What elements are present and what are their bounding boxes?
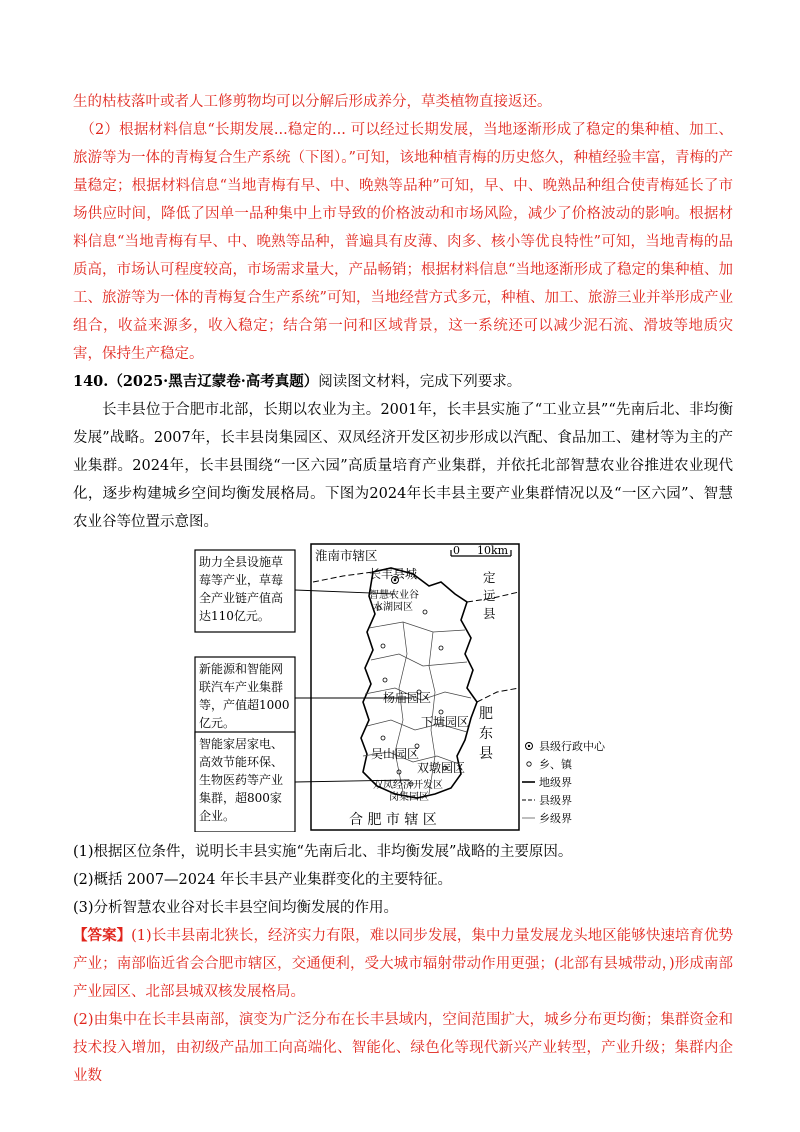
box3-line: 生物医药等产业 <box>199 773 284 787</box>
sub-question-1: (1)根据区位条件，说明长丰县实施“先南后北、非均衡发展”战略的主要原因。 <box>73 844 573 860</box>
east-lower-label: 东 <box>479 726 493 742</box>
scale-length: 10km <box>477 544 509 557</box>
north-region-label: 淮南市辖区 <box>315 548 378 563</box>
box1-line: 助力全县设施草 <box>199 555 284 569</box>
east-lower-label: 县 <box>479 746 493 762</box>
legend-county-center: 县级行政中心 <box>539 740 605 753</box>
box2-line: 新能源和智能网 <box>199 662 284 676</box>
question-header <box>73 368 733 396</box>
east-lower-label: 肥 <box>479 706 493 722</box>
question-material: 长丰县位于合肥市北部，长期以农业为主。2001年，长丰县实施了“工业立县”“先南后北、非均衡发展”战略。2007年，长丰县岗集园区、双凤经济开发区初步形成以汽配、食品加工、建材等为主的产业集群。2024年，长丰县围绕“一区六园”高质量培育产业集群，并依托北部智慧农业谷推进农业现代化，逐步构建城乡空间均衡发展格局。下图为2024年长丰县主要产业集群情况以及“一区六园”、智慧农业谷等位置示意图。 <box>73 402 733 530</box>
map-figure <box>73 542 733 832</box>
prev-answer-part2: （2）根据材料信息“长期发展...稳定的... 可以经过长期发展，当地逐渐形成了稳定的集种植、加工、旅游等为一体的青梅复合生产系统（下图）。”可知，该地种植青梅的历史悠久，种植经验丰富，青梅的产量稳定；根据材料信息“当地青梅有早、中、晚熟等品种”可知，早、中、晚熟品种组合使青梅延长了市场供应时间，降低了因单一品种集中上市导致的价格波动和市场风险，减少了价格波动的影响。根据材料信息“当地青梅有早、中、晚熟等品种，普遍具有皮薄、肉多、核小等优良特性”可知，当地青梅的品质高，市场认可程度较高，市场需求量大，产品畅销；根据材料信息“当地逐渐形成了稳定的集种植、加工、旅游等为一体的青梅复合生产系统”可知，当地经营方式多元，种植、加工、旅游三业并举形成产业组合，收益来源多，收入稳定；结合第一问和区域背景，这一系统还可以减少泥石流、滑坡等地质灾害，保持生产稳定。 <box>73 122 733 362</box>
box3-line: 集群，超800家 <box>199 791 282 805</box>
box3-line: 企业。 <box>199 809 236 823</box>
legend-county-border: 县级界 <box>539 794 572 807</box>
sub-question-3: (3)分析智慧农业谷对长丰县空间均衡发展的作用。 <box>73 900 399 916</box>
east-upper-label: 县 <box>483 606 496 621</box>
answer-part1 <box>73 922 733 1006</box>
question-number: 140. <box>73 373 109 390</box>
legend-city-border: 地级界 <box>539 776 572 789</box>
place-county-seat: 长丰县城 <box>369 567 418 581</box>
box2-line: 等，产值超1000 <box>199 698 290 712</box>
page-content <box>73 88 733 1090</box>
question-instruction: 阅读图文材料，完成下列要求。 <box>318 374 522 390</box>
box3-line: 高效节能环保、 <box>199 755 284 769</box>
box1-line: 全产业链产值高 <box>199 591 284 605</box>
answer-part1-text: (1)长丰县南北狭长，经济实力有限，难以同步发展，集中力量发展龙头地区能够快速培育优势产业；南部临近省会合肥市辖区，交通便利，受大城市辐射带动作用更强；(北部有县城带动，)形成南部产业园区、北部县城双核发展格局。 <box>73 928 733 1000</box>
map-svg <box>73 542 733 832</box>
map-legend <box>522 739 606 825</box>
legend-town-icon <box>527 762 531 766</box>
place-xiatang-park: 下塘园区 <box>421 715 470 729</box>
box2-line: 联汽车产业集群 <box>199 680 284 694</box>
place-yangmiao-park: 杨庙园区 <box>383 691 432 705</box>
box1-line: 达110亿元。 <box>199 609 270 623</box>
place-agri-valley: 智慧农业谷 <box>369 590 419 601</box>
answer-tag: 【答案】 <box>73 927 132 944</box>
question-source: （2025·黑吉辽蒙卷·高考真题） <box>108 373 319 390</box>
legend-township-border: 乡级界 <box>539 812 572 825</box>
east-upper-label: 定 <box>483 570 496 585</box>
east-upper-label: 远 <box>483 588 496 603</box>
south-region-label: 合 肥 市 辖 区 <box>349 812 437 828</box>
place-wushan-park: 吴山园区 <box>371 747 420 761</box>
place-gangji-park: 岗集园区 <box>389 792 429 803</box>
legend-town: 乡、镇 <box>539 758 572 771</box>
place-shuangfeng-zone: 双凤经济开发区 <box>373 780 443 791</box>
scale-zero: 0 <box>453 544 460 557</box>
prev-answer-line: 生的枯枝落叶或者人工修剪物均可以分解后形成养分，草类植物直接返还。 <box>73 94 552 110</box>
place-shuangdun-park: 双墩园区 <box>417 761 466 775</box>
place-shuihu-park: 水湖园区 <box>373 602 413 613</box>
box3-line: 智能家居家电、 <box>199 737 284 751</box>
box1-line: 莓等产业，草莓 <box>199 573 284 587</box>
box2-line: 亿元。 <box>199 716 236 730</box>
sub-question-2: (2)概括 2007—2024 年长丰县产业集群变化的主要特征。 <box>73 872 453 888</box>
answer-part2: (2)由集中在长丰县南部，演变为广泛分布在长丰县域内，空间范围扩大，城乡分布更均衡；集群资金和技术投入增加，由初级产品加工向高端化、智能化、绿色化等现代新兴产业转型，产业升级；集群内企业数 <box>73 1012 733 1084</box>
